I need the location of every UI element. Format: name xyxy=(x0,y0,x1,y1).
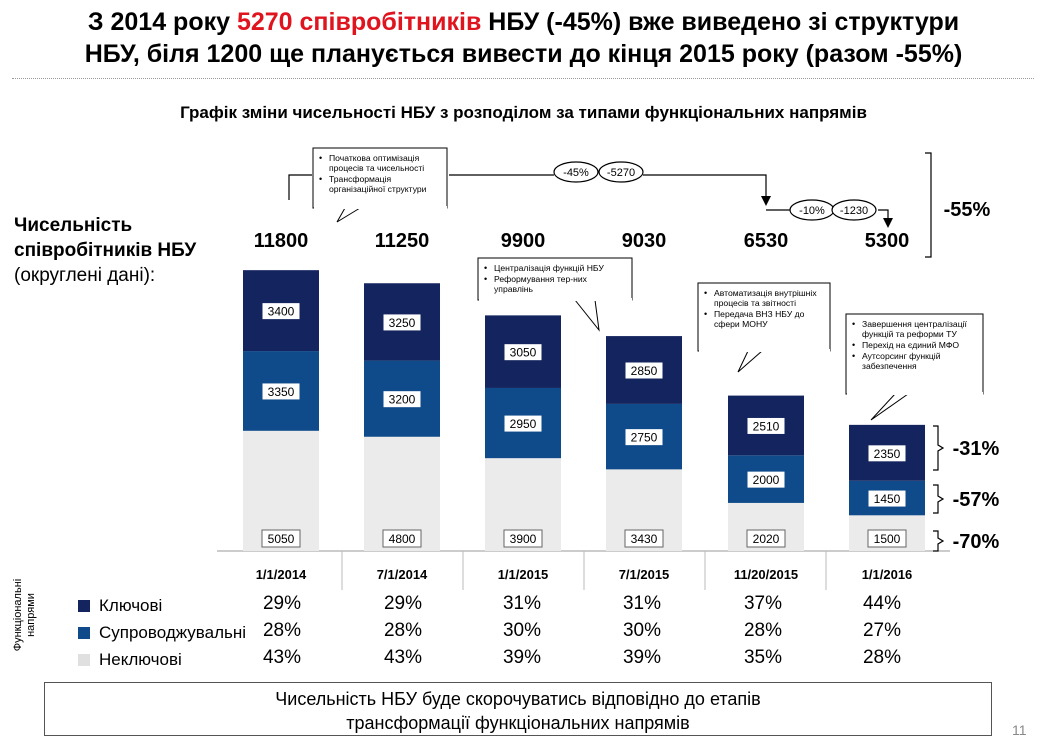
x-tick-label: 11/20/2015 xyxy=(733,567,799,582)
data-label: 1500 xyxy=(873,532,901,546)
callout-gap xyxy=(699,349,830,352)
x-tick-label: 1/1/2014 xyxy=(255,567,307,582)
change-oval-label: -45% xyxy=(563,167,589,179)
share-cell: 37% xyxy=(743,593,783,614)
share-cell: 39% xyxy=(622,647,662,668)
bar-total-label: 9030 xyxy=(621,230,667,252)
page-number: 11 xyxy=(1012,722,1027,738)
callout-bullet: • xyxy=(484,263,488,273)
legend-label: Ключові xyxy=(99,596,163,615)
share-cell: 31% xyxy=(502,593,542,614)
title-line2: НБУ, біля 1200 ще планується вивести до кінця 2015 року (разом -55%) xyxy=(84,40,963,68)
callout-bullet: • xyxy=(852,351,856,361)
share-cell: 30% xyxy=(502,620,542,641)
callout-bullet: • xyxy=(704,288,708,298)
callout-text: забезпечення xyxy=(862,361,917,371)
data-label: 4800 xyxy=(388,532,416,546)
callout-text: Реформування тер-них xyxy=(494,274,587,284)
share-cell: 27% xyxy=(862,620,902,641)
data-label: 3430 xyxy=(630,532,658,546)
data-label: 2510 xyxy=(752,419,780,434)
legend-item xyxy=(78,596,162,616)
data-label: 5050 xyxy=(267,532,295,546)
callout-bullet: • xyxy=(704,309,708,319)
share-cell: 28% xyxy=(862,647,902,668)
bar-total-label: 9900 xyxy=(500,230,546,252)
segment-brace xyxy=(933,531,943,551)
y-axis-label-line1: Чисельність xyxy=(14,215,133,236)
segment-change-label: -31% xyxy=(952,438,1000,460)
segment-change-label: -70% xyxy=(952,531,1000,553)
data-label: 3350 xyxy=(267,384,295,399)
share-cell: 31% xyxy=(622,593,662,614)
x-tick-label: 1/1/2016 xyxy=(861,567,913,582)
callout-bullet: • xyxy=(319,174,323,184)
callout-text: Аутсорсинг функцій xyxy=(862,351,941,361)
title-highlight: 5270 співробітників xyxy=(236,8,482,36)
data-label: 3050 xyxy=(509,345,537,360)
callout-pointer xyxy=(738,351,762,372)
callout-text: сфери МОНУ xyxy=(714,319,768,329)
change-oval-label: -10% xyxy=(799,205,825,217)
footer-line2: трансформації функціональних напрямів xyxy=(346,713,690,733)
footer-line1: Чисельність НБУ буде скорочуватись відповідно до етапів xyxy=(275,689,761,709)
data-label: 3250 xyxy=(388,315,416,330)
legend-label: Неключові xyxy=(99,650,182,669)
callout-text: Трансформація xyxy=(329,174,392,184)
legend-item xyxy=(78,650,182,670)
bar-total-label: 11800 xyxy=(253,230,309,252)
callout-text: Автоматизація внутрішніх xyxy=(714,288,817,298)
chart-subtitle: Графік зміни чисельності НБУ з розподілом за типами функціональних напрямів xyxy=(180,103,867,122)
callout-text: Перехід на єдиний МФО xyxy=(862,340,960,350)
data-label: 2850 xyxy=(630,364,658,379)
total-change-label: -55% xyxy=(943,199,991,221)
data-label: 3900 xyxy=(509,532,537,546)
callout-text: функцій та реформи ТУ xyxy=(862,329,957,339)
share-cell: 29% xyxy=(383,593,423,614)
legend-label: Супроводжувальні xyxy=(99,623,247,642)
share-cell: 35% xyxy=(743,647,783,668)
callout-text: процесів та чисельності xyxy=(329,163,425,173)
callout-pointer xyxy=(871,394,908,420)
callout-text: Передача ВНЗ НБУ до xyxy=(714,309,805,319)
callout-text: Завершення централізації xyxy=(862,319,967,329)
x-tick-label: 7/1/2015 xyxy=(618,567,670,582)
share-cell: 39% xyxy=(502,647,542,668)
bar-total-label: 11250 xyxy=(374,230,430,252)
data-label: 2350 xyxy=(873,446,901,461)
share-cell: 43% xyxy=(262,647,302,668)
x-tick-label: 7/1/2014 xyxy=(376,567,428,582)
callout-bullet: • xyxy=(852,340,856,350)
callout-pointer xyxy=(575,300,599,330)
callout-text: Початкова оптимізація xyxy=(329,153,420,163)
data-label: 2000 xyxy=(752,473,780,488)
data-label: 2020 xyxy=(752,532,780,546)
callout-text: управлінь xyxy=(494,284,534,294)
callout-gap xyxy=(314,206,447,209)
legend-swatch xyxy=(78,600,90,612)
data-label: 2750 xyxy=(630,430,658,445)
callout-gap xyxy=(479,298,632,301)
footer-note xyxy=(44,682,992,736)
segment-change-label: -57% xyxy=(952,489,1000,511)
change-oval-label: -1230 xyxy=(839,205,869,217)
share-cell: 29% xyxy=(262,593,302,614)
legend-vertical-label-1: Функціональні xyxy=(12,578,24,652)
legend-swatch xyxy=(78,654,90,666)
stage-arrow-head xyxy=(761,196,771,206)
y-axis-label-line3: (округлені дані): xyxy=(14,265,156,286)
share-cell: 28% xyxy=(743,620,783,641)
y-axis-label-line2: співробітників НБУ xyxy=(14,240,197,261)
legend-vertical-label xyxy=(12,570,38,660)
bar-total-label: 6530 xyxy=(743,230,789,252)
stage-arrow-left xyxy=(289,175,312,200)
share-cell: 44% xyxy=(862,593,902,614)
title-line1-start: З 2014 року xyxy=(87,8,237,36)
callout-gap xyxy=(847,392,983,395)
legend-item xyxy=(78,623,246,643)
total-brace xyxy=(925,153,931,257)
segment-brace xyxy=(933,426,943,470)
callout-bullet: • xyxy=(484,274,488,284)
data-label: 1450 xyxy=(873,492,901,507)
stage2-arrow-head xyxy=(883,218,893,228)
callout-text: організаційної структури xyxy=(329,184,427,194)
bar-total-label: 5300 xyxy=(864,230,910,252)
data-label: 2950 xyxy=(509,417,537,432)
callout-bullet: • xyxy=(319,153,323,163)
segment-brace xyxy=(933,485,943,513)
callout-text: процесів та звітності xyxy=(714,298,797,308)
share-cell: 28% xyxy=(262,620,302,641)
share-cell: 28% xyxy=(383,620,423,641)
callout-pointer xyxy=(337,208,360,222)
share-cell: 30% xyxy=(622,620,662,641)
change-oval-label: -5270 xyxy=(606,167,636,179)
legend-vertical-label-2: напрями xyxy=(25,593,37,637)
data-label: 3200 xyxy=(388,392,416,407)
x-tick-label: 1/1/2015 xyxy=(497,567,549,582)
legend-swatch xyxy=(78,627,90,639)
share-cell: 43% xyxy=(383,647,423,668)
callout-bullet: • xyxy=(852,319,856,329)
data-label: 3400 xyxy=(267,304,295,319)
callout-text: Централізація функцій НБУ xyxy=(494,263,604,273)
title-line1-end: НБУ (-45%) вже виведено зі структури xyxy=(481,8,960,36)
